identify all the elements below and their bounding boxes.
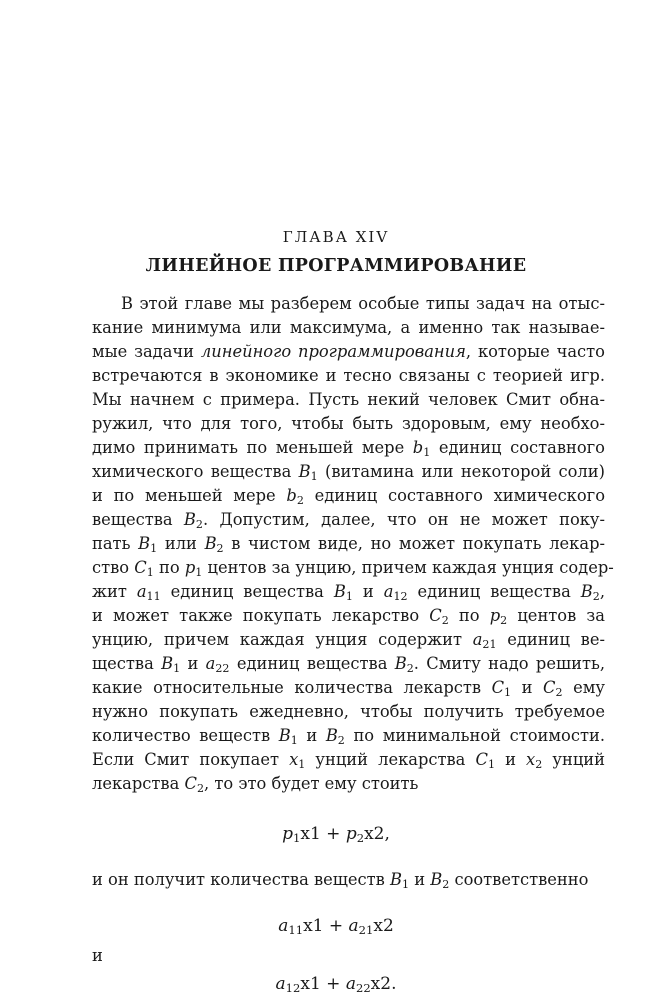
text-line: В этой главе мы разберем особые типы задач на отыс- <box>121 294 605 313</box>
text-line: встречаются в экономике и тесно связаны с теорией игр. <box>92 366 605 385</box>
text-line: какие относительные количества лекарств $C_1$ и $C_2$ ему <box>92 678 605 699</box>
conjunction-text: и <box>92 946 103 965</box>
text-line: и может также покупать лекарство $C_2$ по $p_2$ центов за <box>92 606 605 627</box>
text-line: Если Смит покупает $x_1$ унций лекарства $C_1$ и $x_2$ унций <box>92 750 605 771</box>
text-line: димо принимать по меньшей мере $b_1$ единиц составного <box>92 438 605 459</box>
chapter-label: ГЛАВА XIV <box>282 228 390 246</box>
formula-b2: $a_{12}x1 + a_{22}x2$. <box>275 974 397 995</box>
text-line: и по меньшей мере $b_2$ единиц составного химического <box>92 486 605 507</box>
text-line: вещества $B_2$. Допустим, далее, что он не может поку- <box>92 510 606 531</box>
text-line: и он получит количества веществ $B_1$ и $B_2$ соответственно <box>92 870 589 891</box>
formula-b1: $a_{11}x1 + a_{21}x2$ <box>278 916 394 937</box>
formula-cost: $p_1x1 + p_2x2$, <box>282 824 390 845</box>
text-line: количество веществ $B_1$ и $B_2$ по минимальной стоимости. <box>92 726 605 747</box>
text-line: жит $a_{11}$ единиц вещества $B_1$ и $a_{12}$ единиц вещества $B_2$, <box>92 582 605 603</box>
text-line: нужно покупать ежедневно, чтобы получить требуемое <box>92 702 605 721</box>
text-line: химического вещества $B_1$ (витамина или некоторой соли) <box>92 462 605 483</box>
text-line: щества $B_1$ и $a_{22}$ единиц вещества $B_2$. Смиту надо решить, <box>92 654 605 675</box>
text-line: лекарства $C_2$, то это будет ему стоить <box>92 774 419 795</box>
chapter-title: ЛИНЕЙНОЕ ПРОГРАММИРОВАНИЕ <box>145 256 527 276</box>
text-line: ство $C_1$ по $p_1$ центов за унцию, причем каждая унция содер- <box>92 558 614 579</box>
text-line: Мы начнем с примера. Пусть некий человек Смит обна- <box>92 390 605 409</box>
text-line: пать $B_1$ или $B_2$ в чистом виде, но может покупать лекар- <box>92 534 605 555</box>
text-line: унцию, причем каждая унция содержит $a_{21}$ единиц ве- <box>92 630 605 651</box>
text-line: кание минимума или максимума, а именно так называе- <box>92 318 605 337</box>
text-line: мые задачи линейного программирования, которые часто <box>92 342 605 361</box>
text-line: ружил, что для того, чтобы быть здоровым, ему необхо- <box>92 414 605 433</box>
